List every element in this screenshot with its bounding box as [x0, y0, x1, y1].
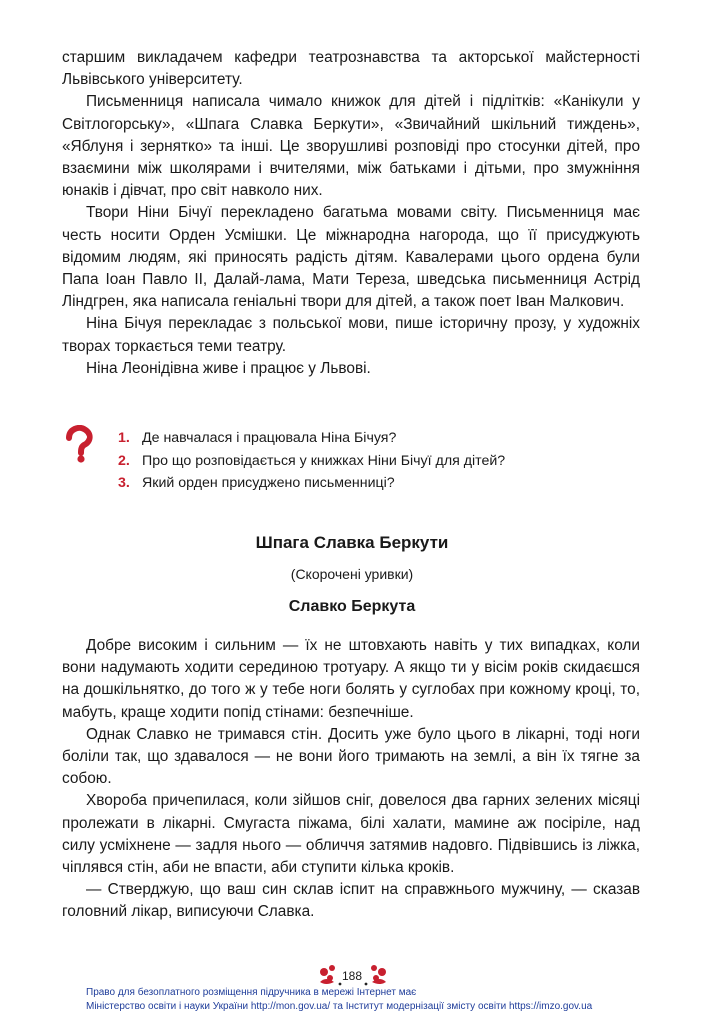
story-paragraph-3: Хвороба причепилася, коли зійшов сніг, довелося два гарних зелених місяці пролежати в лікарні. Смугаста піжама, білі халати, мамине аж посіріле, над силу усміхнене — задля нього — обличчя затямив надовго. Підвівшись із ліжка, чіплявся стін, аби не впасти, аби ступити кілька кроків. [62, 792, 640, 877]
author-biography [62, 47, 640, 380]
question-text: Який орден присуджено письменниці? [142, 475, 395, 492]
story-text [62, 635, 640, 924]
bio-paragraph-5: Ніна Леонідівна живе і працює у Львові. [86, 359, 371, 377]
story-paragraph-1: Добре високим і сильним — їх не штовхають навіть у тих випадках, коли вони надумають ходити серединою тротуару. А якщо ти у вісім років скидаєшся на дошкільнятко, до того ж у тебе ноги болять у суглобах при кожному кроці, то, мабуть, краще ходити попід стінами: безпечніше. [62, 637, 640, 721]
bio-paragraph-2: Письменниця написала чимало книжок для дітей і підлітків: «Канікули у Світлогорську», «Шпага Славка Беркути», «Звичайний шкільний тиждень», «Яблуня і зернятко» та інші. Це зворушливі розповіді про стосунки дітей, про взаємини між школярами і вчителями, між батьками і дітьми, про змужніння юнаків і дівчат, про світ навколо них. [62, 93, 640, 200]
question-number: 2. [118, 452, 130, 469]
question-text: Де навчалася і працювала Ніна Бічуя? [142, 430, 397, 446]
question-text: Про що розповідається у книжках Ніни Бічуї для дітей? [142, 452, 506, 469]
bio-paragraph-1: старшим викладачем кафедри театрознавства та акторської майстерності Львівського університету. [62, 49, 640, 89]
question-item [118, 472, 505, 495]
story-title: Шпага Славка Беркути [255, 533, 449, 552]
question-number: 1. [118, 430, 130, 446]
question-item [118, 450, 505, 473]
question-ornament-icon [64, 425, 98, 463]
story-paragraph-4: — Стверджую, що ваш син склав іспит на справжнього мужчину, — сказав головний лікар, виписуючи Славка. [62, 881, 640, 921]
bio-paragraph-4: Ніна Бічуя перекладає з польської мови, пише історичну прозу, у художніх творах торкається теми театру. [62, 315, 640, 355]
license-notice: Право для безоплатного розміщення підручника в мережі Інтернет має [86, 987, 417, 998]
story-paragraph-2: Однак Славко не тримався стін. Досить уже було цього в лікарні, тоді ноги боліли так, що здавалося — не вони його тримають на землі, а він їх тягне за собою. [62, 725, 640, 788]
question-number: 3. [118, 475, 130, 492]
bio-paragraph-3: Твори Ніни Бічуї перекладено багатьма мовами світу. Письменниця має честь носити Орден Усмішки. Це міжнародна нагорода, що її присуджують відомим людям, які приносять радість дітям. Кавалерами цього ордена були Папа Іоан Павло ІІ, Далай-лама, Мати Тереза, шведська письменниця Астрід Ліндгрен, яка написала геніальні твори для дітей, а також поет Іван Малкович. [62, 204, 640, 311]
page-number: 188 [341, 969, 363, 983]
question-item [118, 427, 505, 450]
chapter-title: Славко Беркута [288, 598, 416, 615]
license-links[interactable]: Міністерство освіти і науки України http://mon.gov.ua/ та Інститут модернізації змісту освіти https://imzo.gov.ua [86, 1001, 593, 1012]
question-list [118, 427, 505, 495]
story-subtitle: (Скорочені уривки) [290, 566, 414, 582]
